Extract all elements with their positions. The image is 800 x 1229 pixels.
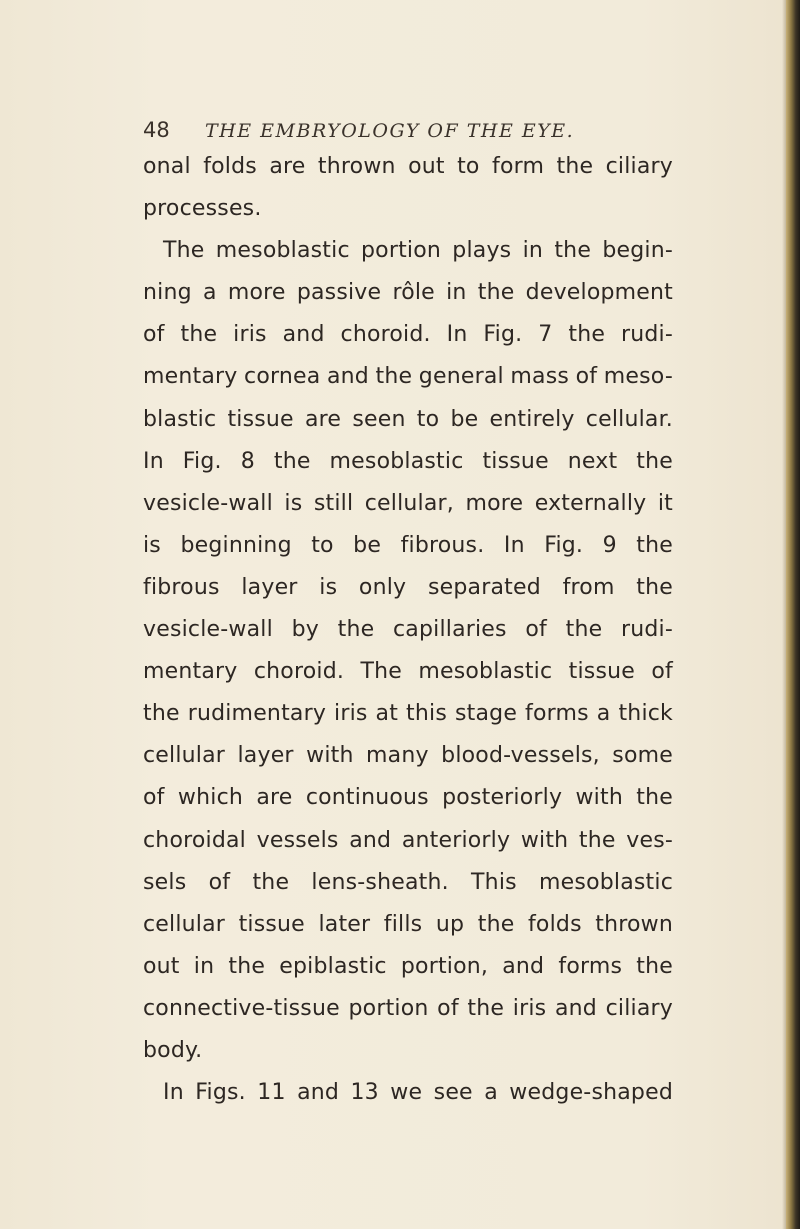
text-line: cellular layer with many blood-vessels, some <box>143 743 673 769</box>
text-line: connective-tissue portion of the iris and ciliary <box>143 995 673 1021</box>
body-text <box>143 146 683 1114</box>
text-line: the rudimentary iris at this stage forms a thick <box>143 701 673 727</box>
text-line: cellular tissue later fills up the folds thrown <box>143 911 673 937</box>
text-line: vesicle-wall by the capillaries of the rudi- <box>143 617 673 643</box>
text-line: mentary cornea and the general mass of meso- <box>143 364 673 390</box>
text-line: of the iris and choroid. In Fig. 7 the rudi- <box>143 322 673 348</box>
text-line: The mesoblastic portion plays in the begin- <box>163 238 673 264</box>
text-line: processes. <box>143 196 262 222</box>
text-line: out in the epiblastic portion, and forms the <box>143 953 673 979</box>
text-line: fibrous layer is only separated from the <box>143 574 673 600</box>
running-head: THE EMBRYOLOGY OF THE EYE. <box>205 120 575 142</box>
text-line: sels of the lens-sheath. This mesoblastic <box>143 869 673 895</box>
page-number: 48 <box>143 118 170 142</box>
text-line: mentary choroid. The mesoblastic tissue of <box>143 659 673 685</box>
text-line: choroidal vessels and anteriorly with the ves- <box>143 827 673 853</box>
text-line: In Figs. 11 and 13 we see a wedge-shaped <box>163 1080 673 1106</box>
text-line: onal folds are thrown out to form the ciliary <box>143 154 673 179</box>
text-line: is beginning to be fibrous. In Fig. 9 the <box>143 532 673 558</box>
text-line: of which are continuous posteriorly with the <box>143 785 673 811</box>
text-line: In Fig. 8 the mesoblastic tissue next the <box>143 448 673 474</box>
text-line: body. <box>143 1037 203 1063</box>
text-line: vesicle-wall is still cellular, more externally it <box>143 490 673 516</box>
text-line: ning a more passive rôle in the development <box>143 280 673 306</box>
text-line: blastic tissue are seen to be entirely cellular. <box>143 406 673 432</box>
book-spine <box>786 0 800 1229</box>
